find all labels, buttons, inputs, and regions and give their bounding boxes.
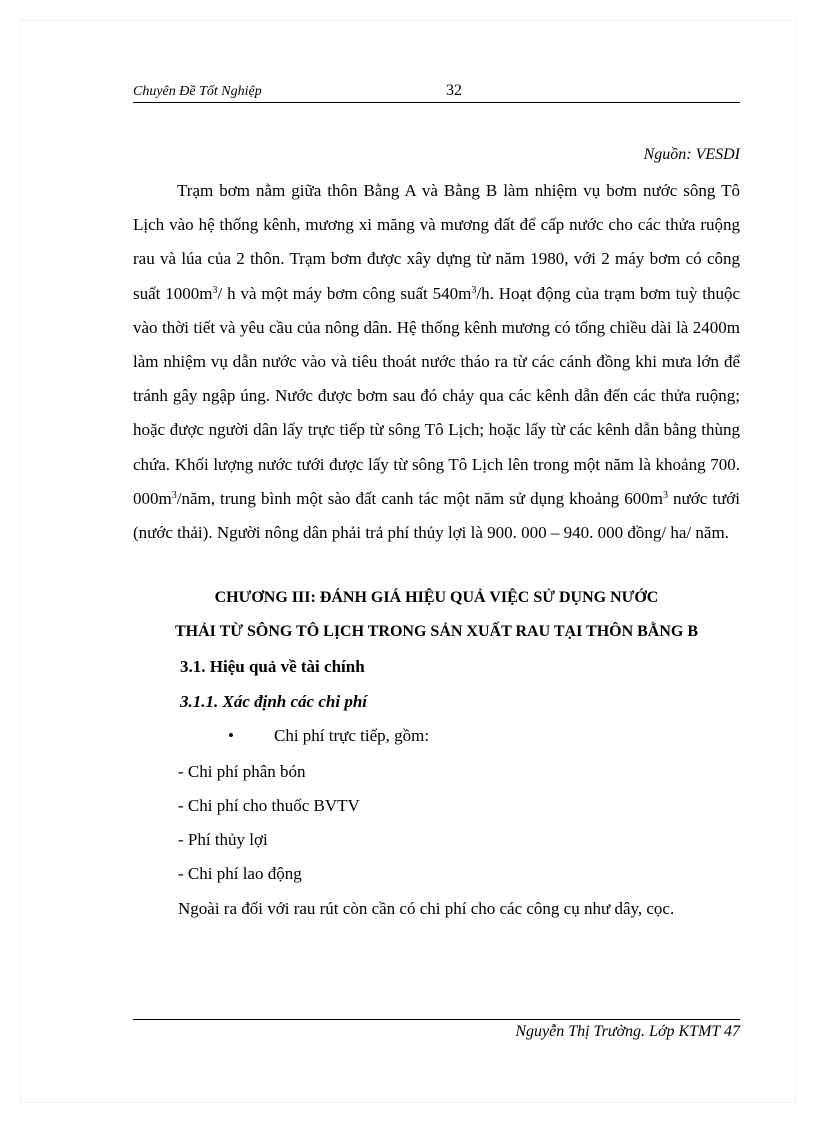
list-item: - Chi phí cho thuốc BVTV	[178, 796, 360, 815]
superscript-4: 3	[662, 489, 668, 501]
superscript-2: 3	[471, 284, 477, 296]
body-paragraph	[133, 174, 740, 550]
footer-divider	[133, 1019, 740, 1020]
paragraph-text-2: / h và một máy bơm công suất 540m	[217, 283, 472, 303]
page-number: 32	[446, 82, 462, 99]
bullet-item	[228, 726, 429, 746]
footer-author: Nguyễn Thị Trường. Lớp KTMT 47	[515, 1023, 740, 1040]
list-item: - Phí thủy lợi	[178, 830, 268, 849]
chapter-heading-line-1: CHƯƠNG III: ĐÁNH GIÁ HIỆU QUẢ VIỆC SỬ DỤNG NƯỚC	[214, 589, 659, 606]
subsection-heading: 3.1.1. Xác định các chi phí	[180, 692, 368, 711]
list-item: - Chi phí phân bón	[178, 762, 306, 781]
list-item: - Chi phí lao động	[178, 864, 302, 883]
paragraph-text-3: /h. Hoạt động của trạm bơm tuỳ thuộc vào thời tiết và yêu cầu của nông dân. Hệ thống kênh mương có tổng chiều dài là 2400m làm nhiệm vụ dẫn nước vào và tiêu thoát nước tháo ra từ các cánh đồng khi mưa lớn để tránh gây ngập úng. Nước được bơm sau đó chảy qua các kênh dẫn đến các thửa ruộng; hoặc được người dân lấy trực tiếp từ sông Tô Lịch; hoặc lấy từ các kênh dẫn bằng thùng chứa. Khối lượng nước tưới được lấy từ sông Tô Lịch lên trong một năm là khoảng 700. 000m	[133, 283, 741, 508]
header-title: Chuyên Đề Tốt Nghiệp	[133, 84, 262, 99]
superscript-1: 3	[212, 284, 218, 296]
source-note: Nguồn: VESDI	[643, 146, 740, 163]
paragraph-text-5: nước tưới (nước thải). Người nông dân phải trả phí thủy lợi là 900. 000 – 940. 000 đồng/ ha/ năm.	[133, 488, 740, 543]
section-heading: 3.1. Hiệu quả về tài chính	[180, 657, 365, 676]
paragraph-text-4: /năm, trung bình một sào đất canh tác một năm sử dụng khoảng 600m	[176, 488, 663, 508]
bullet-text: Chi phí trực tiếp, gồm:	[274, 726, 430, 745]
closing-sentence: Ngoài ra đối với rau rút còn cần có chi phí cho các công cụ như dây, cọc.	[178, 899, 675, 918]
header-divider	[133, 102, 740, 103]
superscript-3: 3	[171, 489, 177, 501]
paragraph-text-1: Trạm bơm nằm giữa thôn Bằng A và Bằng B làm nhiệm vụ bơm nước sông Tô Lịch vào hệ thống kênh, mương xi măng và mương đất để cấp nước cho các thửa ruộng rau và lúa của 2 thôn. Trạm bơm được xây dựng từ năm 1980, với 2 máy bơm có công suất 1000m	[133, 181, 740, 303]
chapter-heading-line-2: THẢI TỪ SÔNG TÔ LỊCH TRONG SẢN XUẤT RAU TẠI THÔN BẰNG B	[174, 623, 699, 640]
bullet-icon: •	[228, 726, 234, 745]
